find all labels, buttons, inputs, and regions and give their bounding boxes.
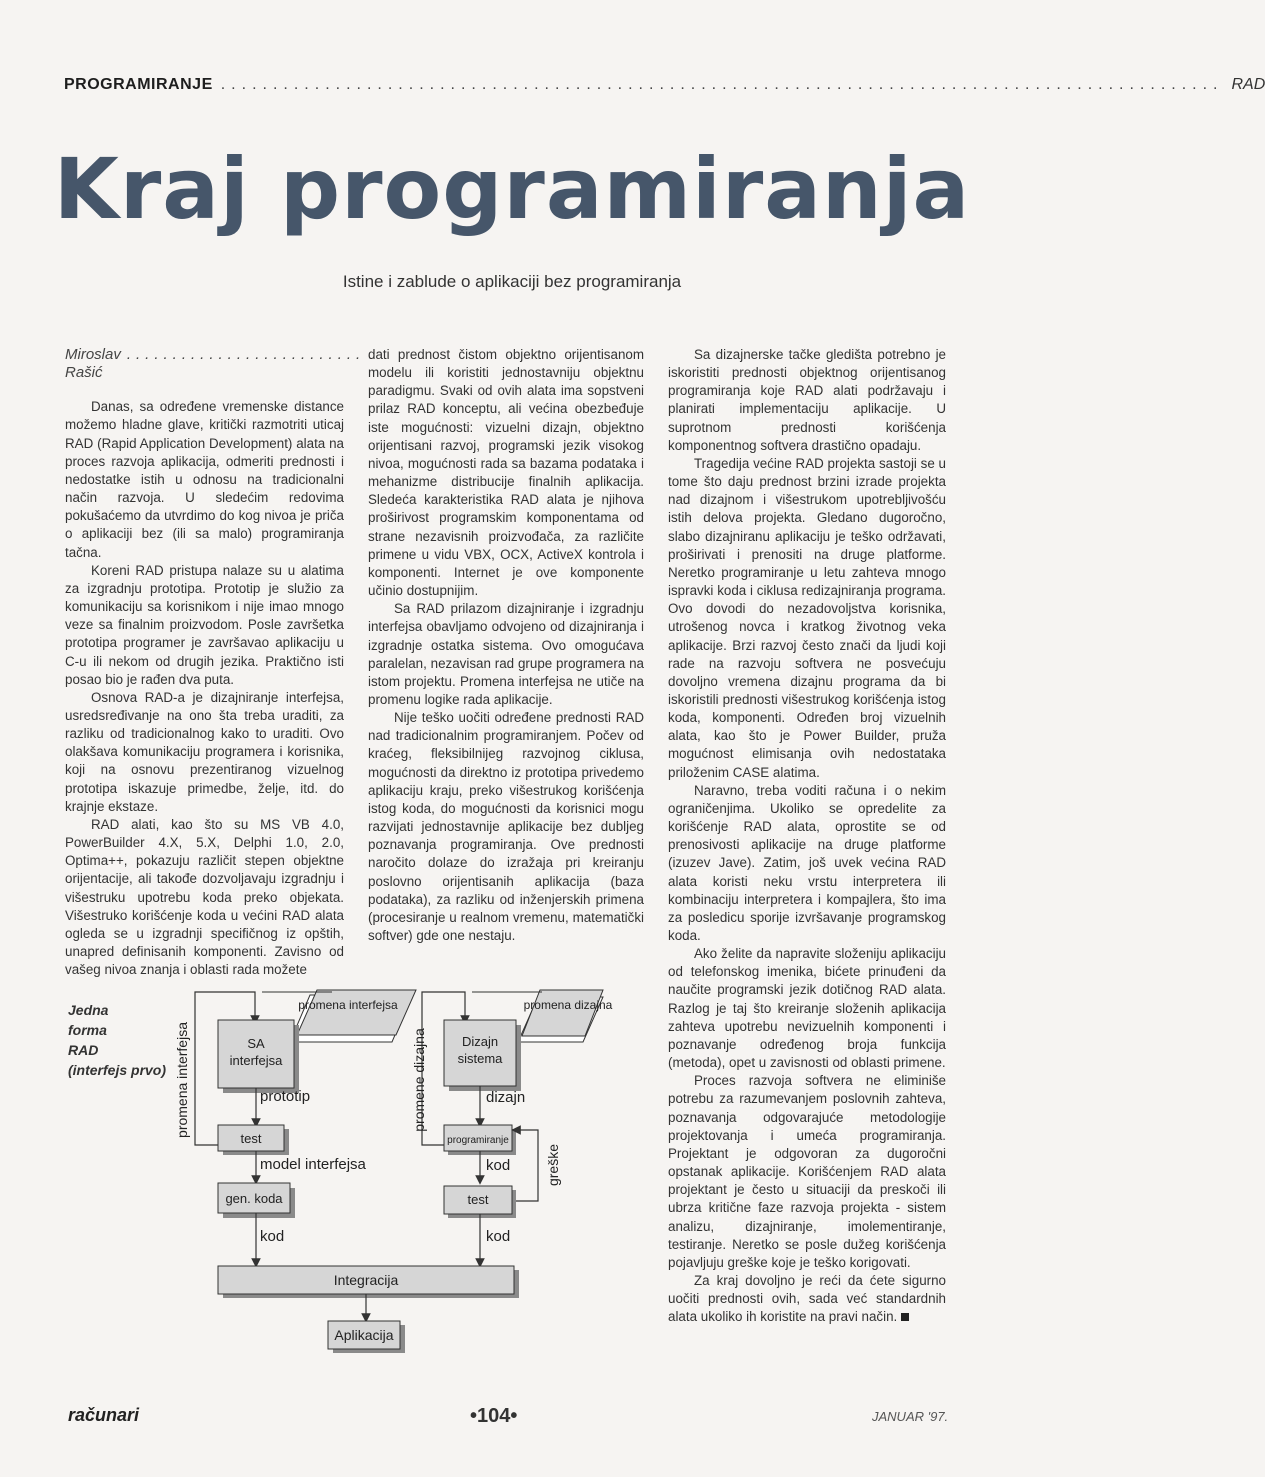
caption-line: (interfejs prvo) [68, 1062, 167, 1078]
paragraph: Danas, sa određene vremenske distance možemo hladne glave, kritički razmotriti uticaj RAD (Rapid Application Development) alata na proces razvoja aplikacija, odmeriti prednosti i nedostatke istih u odnosu na tradicionalni način razvoja. U sledećim redovima pokušaćemo da utvrdimo do kog nivoa je priča o aplikaciji bez (ili sa malo) programiranja tačna. [65, 399, 344, 560]
paragraph [668, 1272, 946, 1326]
caption-line: RAD [68, 1042, 99, 1058]
paragraph: RAD alati, kao što su MS VB 4.0, PowerBuilder 4.X, 5.X, Delphi 1.0, 2.0, Optima++, pokazuju različit stepen objektne orijentacije, ali takođe dozvoljavaju izgradnju i višestruku upotrebu koda preko objekata. Višestruko korišćenje koda u većini RAD alata ogleda se u izgradnji specifičnog iz opštih, unapred definisanih komponenti. Zavisno od vašeg nivoa znanja i oblasti rada možete [65, 816, 344, 978]
dizajn-sistema-label-1: Dizajn [461, 1034, 499, 1049]
promena-dizajna-label: promena dizajna [523, 998, 613, 1012]
aplikacija-label: Aplikacija [334, 1327, 394, 1343]
author-name: Miroslav Rašić [65, 346, 121, 382]
sa-label: SA [247, 1036, 265, 1051]
article-title: Kraj programiranja [53, 140, 971, 238]
test-left-label: test [240, 1131, 262, 1146]
paragraph: Ako želite da napravite složeniju aplikaciju od telefonskog imenika, bićete prinuđeni da naučite programski jezik dotičnog RAD alata. Razlog je taj što kreiranje složenih aplikacija zahteva upotrebu nevizuelnih komponenti i poznavanje određenog broja funkcija (metoda), opet u zavisnosti od oblasti primene. [668, 946, 946, 1071]
figure-caption [68, 1000, 168, 1080]
header-leader-dots: ................................................................................................ [220, 76, 1224, 93]
integracija-label: Integracija [333, 1272, 399, 1288]
greske-label: greške [545, 1143, 561, 1187]
paragraph: dati prednost čistom objektno orijentisanom modelu ili koristiti jednostavniju objektnu paradigmu. Svaki od ovih alata ima sopstveni prilaz RAD konceptu, ali većina obezbeđuje iste mogućnosti: vizuelni dizajn, objektno orijentisani razvoj, programski jezik visokog nivoa, mogućnosti rada sa bazama podataka i mehanizme distribucije finalnih aplikacija. Sledeća karakteristika RAD alata je njihova proširivost programskim komponentama od strane nezavisnih proizvođača, za različite primene u vidu VBX, OCX, ActiveX kontrola i komponenti. Internet je ove komponente učinio dostupnijim. [368, 347, 644, 599]
closing-text: Za kraj dovoljno je reći da ćete sigurno uočiti prednosti ovih, sada već standardnih alata ukoliko ih koristite na pravi način. [668, 1272, 946, 1325]
dizajn-sistema-label-2: sistema [457, 1051, 503, 1066]
paragraph: Sa dizajnerske tačke gledišta potrebno je iskoristiti prednosti objektnog orijentisanog programiranja koje RAD alati podržavaju i planirati implementaciju aplikacije. U suprotnom prednosti korišćenja komponentnog softvera drastično opadaju. [668, 347, 946, 453]
magazine-name: računari [68, 1405, 140, 1425]
issue-date: JANUAR '97. [872, 1409, 949, 1424]
programiranje-label: programiranje [447, 1135, 509, 1146]
middle-vertical-label: promene dizajna [411, 1028, 427, 1132]
kod-mid-label: kod [486, 1157, 511, 1174]
kod-left-label: kod [260, 1228, 285, 1245]
gen-koda-label: gen. koda [225, 1191, 283, 1206]
page-number: •104• [470, 1405, 518, 1427]
paragraph: Sa RAD prilazom dizajniranje i izgradnju interfejsa obavljamo odvojeno od dizajniranja i izgradnje ostatka sistema. Ovo omogućava paralelan, nezavisan rad grupe programera na istom projektu. Promena interfejsa ne utiče na promenu logike rada aplikacije. [368, 601, 644, 707]
author-line [65, 346, 366, 382]
caption-line: forma [68, 1022, 107, 1038]
author-leader-dots: .......................... [126, 346, 366, 363]
paragraph: Tragedija većine RAD projekta sastoji se u tome što daju prednost brzini izrade projekta nad dizajnom i višestrukom upotrebljivošću istih delova projekta. Gledano dugoročno, slabo dizajniranu aplikaciju je teško održavati, proširivati i prenositi na druge platforme. Neretko programiranje u letu zahteva mnogo ispravki koda i ciklusa redizajniranja programa. Ovo dovodi do nezadovoljstva korisnika, utrošenog novca i kratkog životnog veka aplikacije. Brzi razvoj često znači da ljudi koji rade na razvoju softvera ne posvećuju dovoljno vremena dizajnu programa da bi iskoristili prednosti višestrukog korišćenja istog koda, komponenti. Određen broj vizuelnih alata, kao što je Power Builder, pruža mogućnost elimisanja ovih nedostataka priloženim CASE alatima. [668, 455, 946, 780]
interfejsa-label: interfejsa [229, 1053, 283, 1068]
model-interfejsa-label: model interfejsa [260, 1156, 366, 1173]
test-right-label: test [467, 1192, 489, 1207]
caption-line: Jedna [68, 1002, 109, 1018]
end-of-article-icon [901, 1313, 909, 1321]
rad-process-diagram [160, 980, 613, 1360]
article-subtitle: Istine i zablude o aplikaciji bez programiranja [342, 272, 682, 291]
paragraph: Nije teško uočiti određene prednosti RAD nad tradicionalnim programiranjem. Počev od kraćeg, fleksibilnijeg razvojnog ciklusa, mogućnosti da direktno iz prototipa privedemo aplikaciju kraju, preko višestrukog korišćenja istog koda, do mogućnosti da korisnici mogu razvijati jednostavnije aplikacije bez dubljeg poznavanja programiranja. Ove prednosti naročito dolaze do izražaja pri kreiranju poslovno orijentisanih aplikacija (baza podataka), za razliku od inženjerskih primena (procesiranje u realnom vremenu, matematički softver) gde one nestaju. [368, 710, 644, 943]
promena-interfejsa-label: promena interfejsa [298, 998, 398, 1012]
dizajn-label: dizajn [486, 1089, 526, 1106]
paragraph: Koreni RAD pristupa nalaze su u alatima za izgradnju prototipa. Prototip je služio za komunikaciju sa korisnikom i nije imao mnogo veze sa finalnim proizvodom. Posle završetka prototipa programer je završavao aplikaciju u C-u ili nekom od drugih jezika. Praktično isti posao bio je rađen dva puta. [65, 562, 344, 687]
left-vertical-label: promena interfejsa [174, 1022, 190, 1138]
kod-right-label: kod [486, 1228, 511, 1245]
paragraph: Osnova RAD-a je dizajniranje interfejsa, usredsređivanje na ono šta treba uraditi, za razliku od tradicionalnog kako to uraditi. Ovo olakšava komunikaciju programera i korisnika, koji na osnovu prezentiranog vizuelnog prototipa iskazuje primedbe, želje, itd. do krajnje ekstaze. [65, 689, 344, 814]
paragraph: Proces razvoja softvera ne eliminiše potrebu za razumevanjem poslovnih zahteva, poznavanja odgovarajuće metodologije projektovanja i umeća programiranja. Projektant je odgovoran za dugoročni opstanak aplikacije. Korišćenjem RAD alata projektant je često u situaciji da preskoči ili ubrza kritične faze razvoja projekta - sistem analizu, dizajniranje, imolementiranje, testiranje. Neretko se posle dužeg korišćenja pojavljuju greške koje je teško korigovati. [668, 1073, 946, 1270]
paragraph: Naravno, treba voditi računa i o nekim ograničenjima. Ukoliko se opredelite za korišćenje RAD alata, oprostite se od prenosivosti aplikacije na druge platforme (izuzev Jave). Zatim, još uvek većina RAD alata koristi neku vrstu interpretera ili kombinaciju interpretera i kompajlera, što ima za posledicu sporije izvršavanje programskog koda. [668, 782, 946, 943]
column-2 [368, 346, 644, 945]
prototip-label: prototip [260, 1088, 311, 1105]
column-1 [65, 346, 366, 979]
running-header [64, 76, 1265, 98]
category-name: RAD [1231, 76, 1265, 93]
section-name: PROGRAMIRANJE [64, 76, 213, 93]
column-3 [668, 346, 946, 1326]
